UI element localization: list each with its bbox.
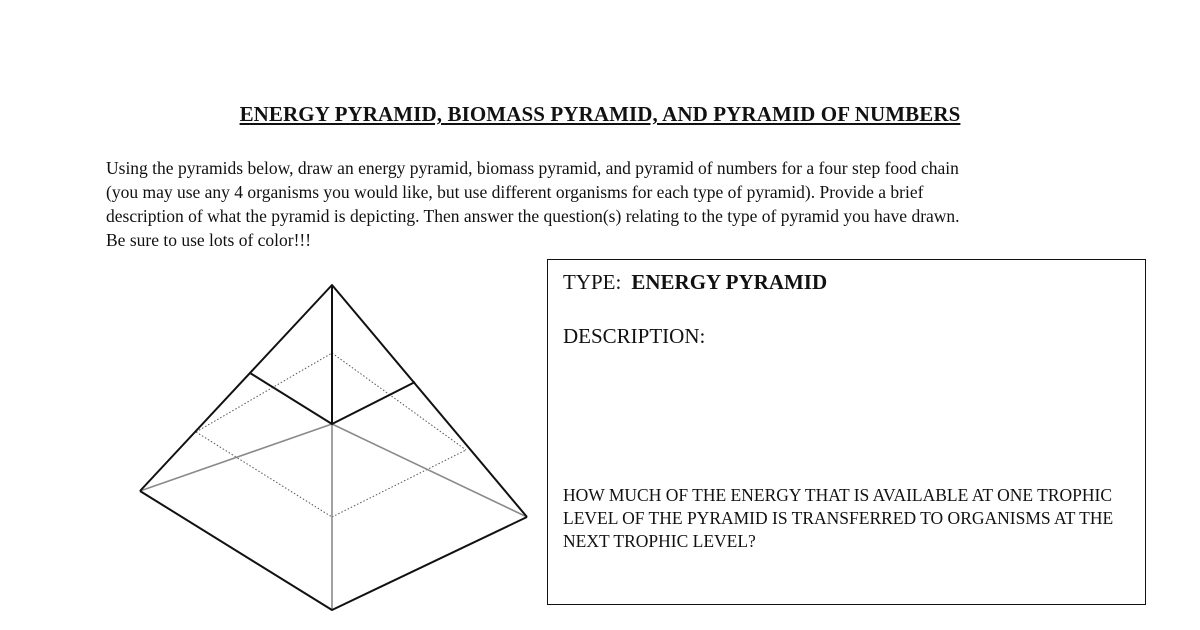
instructions-line-1: Using the pyramids below, draw an energy pyramid, biomass pyramid, and pyramid of numbers for a four step food chain	[106, 158, 959, 178]
hidden-edge-lower-right	[332, 450, 466, 517]
diagonal-right	[332, 424, 527, 517]
pyramid-outer-slopes	[140, 285, 527, 517]
type-value: ENERGY PYRAMID	[631, 270, 828, 294]
instructions-line-2: (you may use any 4 organisms you would like, but use different organisms for each type of pyramid). Provide a brief	[106, 182, 924, 202]
description-label: DESCRIPTION:	[563, 324, 706, 348]
instructions-line-4: Be sure to use lots of color!!!	[106, 230, 312, 250]
question-text: HOW MUCH OF THE ENERGY THAT IS AVAILABLE AT ONE TROPHIC LEVEL OF THE PYRAMID IS TRANSFERRED TO ORGANISMS AT THE NEXT TROPHIC LEVEL?	[563, 485, 1114, 551]
type-line	[563, 270, 827, 295]
hidden-edge-upper-right	[332, 353, 466, 450]
hidden-edge-lower-left	[196, 432, 332, 517]
instructions-line-3: description of what the pyramid is depicting. Then answer the question(s) relating to the type of pyramid you have drawn.	[106, 206, 960, 226]
type-label: TYPE:	[563, 270, 622, 294]
worksheet-title: ENERGY PYRAMID, BIOMASS PYRAMID, AND PYRAMID OF NUMBERS	[239, 102, 961, 126]
pyramid-diagonals	[140, 424, 527, 610]
pyramid-base	[140, 491, 527, 610]
pyramid-diagram	[0, 0, 560, 630]
diagonal-left	[140, 424, 332, 491]
pyramid-info-panel	[547, 259, 1146, 605]
hidden-edge-upper-left	[196, 353, 332, 432]
pyramid-edges	[140, 285, 527, 610]
